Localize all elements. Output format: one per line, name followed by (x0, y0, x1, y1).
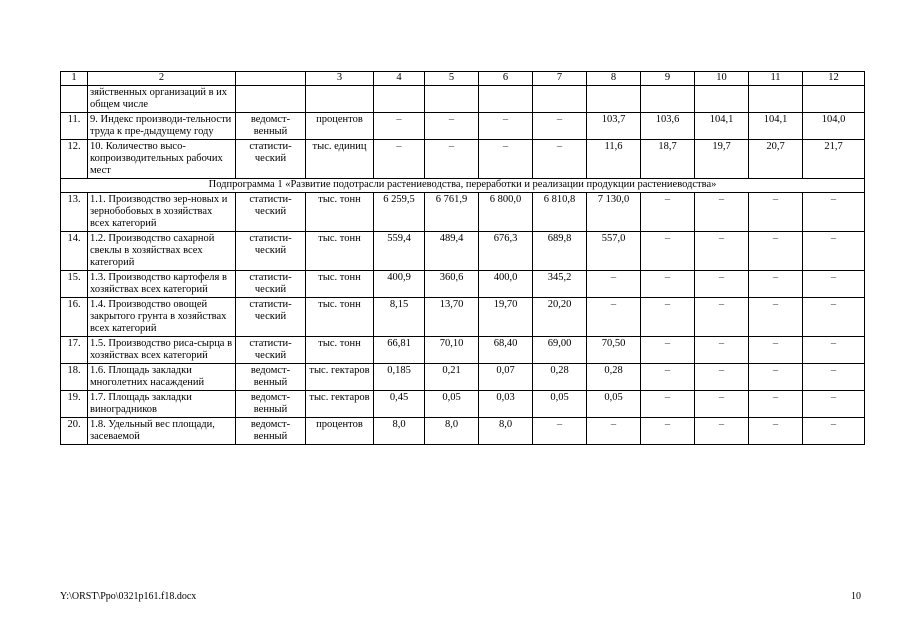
value-cell: – (749, 271, 803, 298)
value-cell: 104,0 (803, 113, 865, 140)
indicator-name-cell: 1.2. Производство сахарной свеклы в хозяйствах всех категорий (88, 232, 236, 271)
value-cell: – (641, 364, 695, 391)
value-cell: 0,185 (374, 364, 425, 391)
value-cell: 70,10 (425, 337, 479, 364)
source-type-cell: статисти-ческий (236, 193, 306, 232)
value-cell: – (803, 391, 865, 418)
value-cell: 6 810,8 (533, 193, 587, 232)
unit-cell: тыс. гектаров (306, 391, 374, 418)
value-cell: 400,0 (479, 271, 533, 298)
source-type-cell: статисти-ческий (236, 271, 306, 298)
value-cell: 6 259,5 (374, 193, 425, 232)
value-cell: – (695, 391, 749, 418)
value-cell: – (695, 364, 749, 391)
value-cell: – (803, 232, 865, 271)
value-cell: – (695, 271, 749, 298)
value-cell: – (641, 232, 695, 271)
value-cell (374, 86, 425, 113)
unit-cell: тыс. тонн (306, 232, 374, 271)
value-cell: 557,0 (587, 232, 641, 271)
unit-cell: тыс. тонн (306, 271, 374, 298)
value-cell: – (425, 113, 479, 140)
value-cell: – (749, 337, 803, 364)
value-cell: – (479, 140, 533, 179)
value-cell: 66,81 (374, 337, 425, 364)
unit-cell: процентов (306, 113, 374, 140)
unit-cell: тыс. гектаров (306, 364, 374, 391)
value-cell: – (374, 113, 425, 140)
row-number-cell: 16. (61, 298, 88, 337)
source-type-cell: ведомст-венный (236, 364, 306, 391)
table-row (61, 271, 865, 298)
column-number-cell: 7 (533, 72, 587, 86)
value-cell: – (641, 298, 695, 337)
value-cell: – (479, 113, 533, 140)
unit-cell: тыс. тонн (306, 298, 374, 337)
value-cell: – (695, 418, 749, 445)
indicator-name-cell: 9. Индекс производи-тельности труда к пре-дыдущему году (88, 113, 236, 140)
footer-file-path: Y:\ORST\Ppo\0321p161.f18.docx (60, 591, 197, 602)
value-cell: 7 130,0 (587, 193, 641, 232)
unit-cell: тыс. тонн (306, 193, 374, 232)
column-number-cell: 5 (425, 72, 479, 86)
value-cell: – (695, 232, 749, 271)
value-cell: 559,4 (374, 232, 425, 271)
unit-cell: тыс. тонн (306, 337, 374, 364)
value-cell: 13,70 (425, 298, 479, 337)
value-cell (803, 86, 865, 113)
row-number-cell: 19. (61, 391, 88, 418)
indicator-name-cell: 1.1. Производство зер-новых и зернобобовых в хозяйствах всех категорий (88, 193, 236, 232)
value-cell: – (587, 298, 641, 337)
value-cell: 104,1 (749, 113, 803, 140)
value-cell: 8,0 (479, 418, 533, 445)
value-cell: 345,2 (533, 271, 587, 298)
value-cell: – (749, 418, 803, 445)
source-type-cell: статисти-ческий (236, 298, 306, 337)
source-type-cell: ведомст-венный (236, 418, 306, 445)
value-cell: – (803, 364, 865, 391)
value-cell: 8,15 (374, 298, 425, 337)
value-cell: – (803, 298, 865, 337)
table-row (61, 364, 865, 391)
indicator-name-cell: 1.4. Производство овощей закрытого грунта в хозяйствах всех категорий (88, 298, 236, 337)
value-cell: 676,3 (479, 232, 533, 271)
row-number-cell: 13. (61, 193, 88, 232)
source-type-cell: ведомст-венный (236, 113, 306, 140)
row-number-cell: 20. (61, 418, 88, 445)
value-cell: – (641, 337, 695, 364)
indicator-name-cell: 1.8. Удельный вес площади, засеваемой (88, 418, 236, 445)
value-cell: 0,21 (425, 364, 479, 391)
indicator-name-cell: 1.5. Производство риса-сырца в хозяйствах всех категорий (88, 337, 236, 364)
indicator-table (60, 71, 865, 445)
value-cell: 6 761,9 (425, 193, 479, 232)
row-number-cell: 14. (61, 232, 88, 271)
source-type-cell: статисти-ческий (236, 337, 306, 364)
column-number-cell: 12 (803, 72, 865, 86)
value-cell: 360,6 (425, 271, 479, 298)
table-row (61, 113, 865, 140)
value-cell: 0,05 (587, 391, 641, 418)
indicator-name-cell: 1.7. Площадь закладки виноградников (88, 391, 236, 418)
indicator-name-cell: 1.3. Производство картофеля в хозяйствах всех категорий (88, 271, 236, 298)
value-cell: 0,28 (587, 364, 641, 391)
value-cell: – (641, 193, 695, 232)
value-cell: – (803, 271, 865, 298)
value-cell: 18,7 (641, 140, 695, 179)
row-number-cell: 12. (61, 140, 88, 179)
value-cell (695, 86, 749, 113)
row-number-cell (61, 86, 88, 113)
value-cell: 19,70 (479, 298, 533, 337)
value-cell (587, 86, 641, 113)
value-cell: 8,0 (425, 418, 479, 445)
table-row (61, 86, 865, 113)
value-cell: – (749, 232, 803, 271)
value-cell: 6 800,0 (479, 193, 533, 232)
value-cell: – (749, 298, 803, 337)
value-cell: 0,45 (374, 391, 425, 418)
source-type-cell: статисти-ческий (236, 232, 306, 271)
value-cell: – (587, 271, 641, 298)
value-cell: 104,1 (695, 113, 749, 140)
value-cell (749, 86, 803, 113)
value-cell: – (533, 113, 587, 140)
value-cell: 19,7 (695, 140, 749, 179)
value-cell: 69,00 (533, 337, 587, 364)
value-cell: 400,9 (374, 271, 425, 298)
row-number-cell: 11. (61, 113, 88, 140)
table-row (61, 337, 865, 364)
column-number-cell: 4 (374, 72, 425, 86)
row-number-cell: 18. (61, 364, 88, 391)
value-cell: 20,7 (749, 140, 803, 179)
value-cell: 20,20 (533, 298, 587, 337)
column-number-cell: 8 (587, 72, 641, 86)
value-cell: – (749, 193, 803, 232)
value-cell: – (374, 140, 425, 179)
column-number-cell: 11 (749, 72, 803, 86)
table-header-row (61, 72, 865, 86)
value-cell: 70,50 (587, 337, 641, 364)
table-row (61, 391, 865, 418)
value-cell: 0,07 (479, 364, 533, 391)
value-cell: – (533, 418, 587, 445)
value-cell: – (695, 298, 749, 337)
value-cell: – (749, 364, 803, 391)
source-type-cell (236, 86, 306, 113)
row-number-cell: 15. (61, 271, 88, 298)
value-cell: 103,6 (641, 113, 695, 140)
value-cell (533, 86, 587, 113)
source-type-cell: ведомст-венный (236, 391, 306, 418)
unit-cell: тыс. единиц (306, 140, 374, 179)
table-row (61, 418, 865, 445)
unit-cell: процентов (306, 418, 374, 445)
column-number-cell: 10 (695, 72, 749, 86)
value-cell: – (641, 271, 695, 298)
value-cell: – (641, 418, 695, 445)
value-cell: 489,4 (425, 232, 479, 271)
page-number: 10 (851, 591, 861, 602)
unit-cell (306, 86, 374, 113)
value-cell: 21,7 (803, 140, 865, 179)
value-cell: – (803, 337, 865, 364)
indicator-name-cell: 10. Количество высо-копроизводительных рабочих мест (88, 140, 236, 179)
value-cell: 0,05 (425, 391, 479, 418)
column-number-cell: 6 (479, 72, 533, 86)
value-cell: 0,05 (533, 391, 587, 418)
value-cell: – (533, 140, 587, 179)
table-row (61, 193, 865, 232)
value-cell (425, 86, 479, 113)
subprogram-heading-row (61, 179, 865, 193)
value-cell: 689,8 (533, 232, 587, 271)
value-cell: 68,40 (479, 337, 533, 364)
value-cell: – (803, 418, 865, 445)
column-number-cell: 1 (61, 72, 88, 86)
value-cell: 0,03 (479, 391, 533, 418)
indicator-name-cell: 1.6. Площадь закладки многолетних насаждений (88, 364, 236, 391)
row-number-cell: 17. (61, 337, 88, 364)
value-cell: 0,28 (533, 364, 587, 391)
value-cell: – (695, 337, 749, 364)
column-number-cell: 2 (88, 72, 236, 86)
column-number-cell (236, 72, 306, 86)
value-cell: – (695, 193, 749, 232)
source-type-cell: статисти-ческий (236, 140, 306, 179)
value-cell (641, 86, 695, 113)
column-number-cell: 9 (641, 72, 695, 86)
indicator-name-cell: зяйственных организаций в их общем числе (88, 86, 236, 113)
value-cell: – (425, 140, 479, 179)
value-cell: – (641, 391, 695, 418)
table-row (61, 298, 865, 337)
value-cell: 11,6 (587, 140, 641, 179)
subprogram-title: Подпрограмма 1 «Развитие подотрасли растениеводства, переработки и реализации продукции растениеводства» (61, 179, 865, 193)
value-cell: – (749, 391, 803, 418)
value-cell: 103,7 (587, 113, 641, 140)
table-row (61, 232, 865, 271)
column-number-cell: 3 (306, 72, 374, 86)
value-cell: 8,0 (374, 418, 425, 445)
table-row (61, 140, 865, 179)
value-cell: – (587, 418, 641, 445)
value-cell (479, 86, 533, 113)
value-cell: – (803, 193, 865, 232)
